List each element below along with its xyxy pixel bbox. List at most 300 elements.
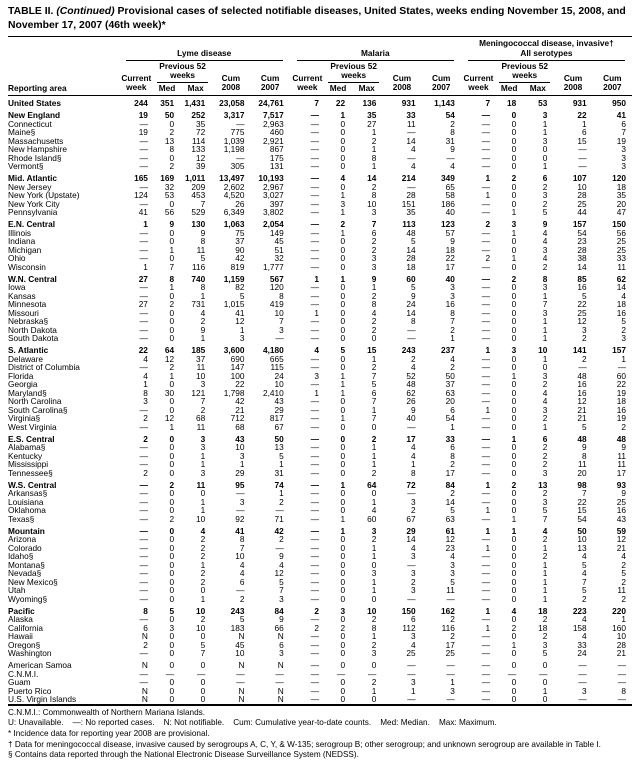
cell-value: 2 xyxy=(621,576,626,587)
cell-value: 186 xyxy=(441,198,455,209)
cell-value: 867 xyxy=(269,144,284,155)
cell-value: 0 xyxy=(340,614,346,625)
cell-value: 931 xyxy=(401,98,416,109)
cell-value: 8 xyxy=(371,190,377,201)
cell-value: 21 xyxy=(577,404,587,415)
cell-value: — xyxy=(236,585,245,596)
cell-value: 160 xyxy=(612,622,626,633)
cell-value: — xyxy=(481,685,491,696)
table-row xyxy=(8,208,632,217)
cell-value: — xyxy=(310,324,319,335)
cell-value: — xyxy=(481,244,491,255)
cell-value: 2 xyxy=(582,593,587,604)
cell-value: 1 xyxy=(542,161,548,172)
table-row xyxy=(8,569,632,578)
cell-value: 18 xyxy=(406,261,416,272)
table-row xyxy=(8,535,632,544)
cell-value: 209 xyxy=(191,181,206,192)
cell-value: 63 xyxy=(445,387,455,398)
cell-value: 4 xyxy=(239,559,245,570)
table-row xyxy=(8,477,632,489)
col-header-med: Med xyxy=(158,82,176,93)
cell-value: 1 xyxy=(485,479,491,490)
cell-value: 1 xyxy=(542,576,548,587)
cell-value: — xyxy=(310,433,319,444)
cell-value: 0 xyxy=(169,450,175,461)
cell-value: — xyxy=(310,110,319,121)
cell-value: 165 xyxy=(134,173,148,184)
cell-value: 0 xyxy=(511,559,517,570)
table-row xyxy=(8,552,632,561)
cell-value: — xyxy=(481,513,491,524)
table-row xyxy=(8,423,632,432)
cell-value: 0 xyxy=(511,459,517,470)
cell-value: — xyxy=(336,668,346,679)
cell-value: 9 xyxy=(410,290,416,301)
cell-value: 1 xyxy=(340,387,346,398)
cell-value: — xyxy=(310,316,319,327)
cell-value: 2 xyxy=(371,181,377,192)
cell-value: 3 xyxy=(410,677,416,688)
cell-value: 67 xyxy=(274,421,284,432)
cell-value: — xyxy=(139,290,148,301)
cell-value: 2 xyxy=(169,479,175,490)
cell-value: — xyxy=(139,307,148,318)
table-row xyxy=(8,397,632,406)
cell-value: — xyxy=(481,677,491,688)
cell-value: 114 xyxy=(192,135,206,146)
cell-value: — xyxy=(446,152,455,163)
cell-value: 169 xyxy=(160,173,175,184)
cell-value: 6 xyxy=(371,227,377,238)
cell-value: — xyxy=(310,207,319,218)
cell-value: 68 xyxy=(196,413,206,424)
cell-value: 2 xyxy=(621,324,626,335)
cell-value: 8 xyxy=(450,450,455,461)
col-header-previous-52-weeks: Previous 52 weeks xyxy=(325,61,382,83)
cell-value: 0 xyxy=(511,614,517,625)
cell-value: 2 xyxy=(371,677,377,688)
cell-value: 60 xyxy=(616,370,626,381)
cell-value: 5 xyxy=(621,316,626,327)
row-area-label: Nebraska§ xyxy=(8,316,49,327)
cell-value: — xyxy=(236,668,245,679)
cell-value: 1 xyxy=(542,421,548,432)
cell-value: 0 xyxy=(511,648,517,659)
table-row xyxy=(8,649,632,658)
cell-value: — xyxy=(139,568,148,579)
cell-value: — xyxy=(481,551,491,562)
cell-value: 0 xyxy=(371,488,377,499)
cell-value: 157 xyxy=(612,345,626,356)
cell-value: 22 xyxy=(445,253,455,264)
cell-value: — xyxy=(481,110,491,121)
cell-value: 123 xyxy=(441,219,455,230)
cell-value: 0 xyxy=(340,450,346,461)
cell-value: N xyxy=(277,685,284,696)
cell-value: 35 xyxy=(367,110,377,121)
cell-value: 147 xyxy=(230,362,245,373)
cell-value: 10 xyxy=(367,198,377,209)
cell-value: 50 xyxy=(274,433,284,444)
cell-value: 18 xyxy=(616,396,626,407)
cell-value: — xyxy=(139,144,148,155)
cell-value: 95 xyxy=(235,479,245,490)
cell-value: 0 xyxy=(340,568,346,579)
table-row xyxy=(8,217,632,229)
cell-value: — xyxy=(310,127,319,138)
cell-value: — xyxy=(310,631,319,642)
cell-value: — xyxy=(481,421,491,432)
cell-value: 12 xyxy=(164,353,175,364)
col-header-current-week: Current week xyxy=(463,73,494,93)
cell-value: 1 xyxy=(511,525,517,536)
cell-value: 0 xyxy=(511,362,517,373)
cell-value: 5 xyxy=(582,290,587,301)
cell-value: — xyxy=(310,593,319,604)
cell-value: 2 xyxy=(542,379,548,390)
col-header-med: Med xyxy=(329,82,347,93)
cell-value: 7 xyxy=(542,513,548,524)
cell-value: 0 xyxy=(340,631,346,642)
cell-value: 158 xyxy=(572,622,587,633)
cell-value: 133 xyxy=(191,144,206,155)
cell-value: 8 xyxy=(542,273,548,284)
cell-value: 0 xyxy=(340,559,346,570)
cell-value: 3 xyxy=(169,622,175,633)
title-text: Provisional cases of selected notifiable diseases, United States, weeks ending November 15, 2008, and November 17, 2007 (46th week)* xyxy=(8,6,626,31)
cell-value: 2 xyxy=(200,614,206,625)
cell-value: 8 xyxy=(169,144,175,155)
cell-value: 60 xyxy=(406,273,416,284)
cell-value: 0 xyxy=(169,467,175,478)
cell-value: 0 xyxy=(340,396,346,407)
cell-value: 40 xyxy=(406,413,416,424)
cell-value: 0 xyxy=(169,639,175,650)
cell-value: 0 xyxy=(169,685,175,696)
cell-value: — xyxy=(139,479,148,490)
group-header-meningococcal xyxy=(461,37,632,61)
col-header-previous-52-weeks: Previous 52 weeks xyxy=(154,61,211,83)
cell-value: 1 xyxy=(340,273,346,284)
cell-value: — xyxy=(236,488,245,499)
cell-value: 3 xyxy=(582,324,587,335)
cell-value: 0 xyxy=(511,127,517,138)
cell-value: 5 xyxy=(621,568,626,579)
cell-value: 5 xyxy=(340,345,346,356)
cell-value: 175 xyxy=(269,152,284,163)
cell-value: — xyxy=(481,299,491,310)
cell-value: 1 xyxy=(371,631,377,642)
cell-value: — xyxy=(617,677,626,688)
cell-value: 11 xyxy=(617,459,626,470)
cell-value: 0 xyxy=(511,333,517,344)
cell-value: 56 xyxy=(616,227,626,238)
cell-value: 11 xyxy=(446,585,455,596)
cell-value: — xyxy=(310,467,319,478)
cell-value: 4 xyxy=(450,551,455,562)
cell-value: 7 xyxy=(582,576,587,587)
cell-value: — xyxy=(446,694,455,705)
cell-value: 24 xyxy=(577,648,587,659)
cell-value: 3 xyxy=(371,207,377,218)
cell-value: — xyxy=(481,181,491,192)
cell-value: 8 xyxy=(621,685,626,696)
cell-value: 0 xyxy=(340,135,346,146)
cell-value: 33 xyxy=(616,253,626,264)
cell-value: 64 xyxy=(164,345,175,356)
cell-value: 25 xyxy=(445,648,455,659)
cell-value: 29 xyxy=(235,467,245,478)
cell-value: — xyxy=(407,421,416,432)
cell-value: 0 xyxy=(371,660,377,671)
cell-value: 2 xyxy=(485,219,491,230)
cell-value: — xyxy=(578,362,587,373)
cell-value: 52 xyxy=(406,370,416,381)
cell-value: 3 xyxy=(450,282,455,293)
notifiable-diseases-table xyxy=(8,36,632,706)
cell-value: 0 xyxy=(169,152,175,163)
cell-value: 0 xyxy=(511,505,517,516)
cell-value: 43 xyxy=(616,513,626,524)
cell-value: 10 xyxy=(196,622,206,633)
row-area-label: Missouri xyxy=(8,307,39,318)
row-area-label: Kentucky xyxy=(8,450,43,461)
cell-value: N xyxy=(238,694,245,705)
cell-value: 120 xyxy=(269,282,284,293)
cell-value: 3,802 xyxy=(263,207,284,218)
cell-value: 2 xyxy=(542,413,548,424)
cell-value: 665 xyxy=(269,353,284,364)
cell-value: 19 xyxy=(138,127,148,138)
cell-value: 54 xyxy=(577,227,587,238)
cell-value: 50 xyxy=(577,525,587,536)
cell-value: 2,967 xyxy=(263,181,284,192)
cell-value: 0 xyxy=(340,442,346,453)
cell-value: 244 xyxy=(134,98,148,109)
cell-value: 13 xyxy=(274,442,284,453)
cell-value: 8 xyxy=(239,534,245,545)
cell-value: N xyxy=(277,660,284,671)
cell-value: 2 xyxy=(200,534,206,545)
row-area-label: Kansas xyxy=(8,290,36,301)
row-area-label: E.S. Central xyxy=(8,433,55,444)
row-area-label: American Samoa xyxy=(8,660,72,671)
cell-value: 2 xyxy=(200,551,206,562)
cell-value: 1 xyxy=(371,585,377,596)
cell-value: 18 xyxy=(616,181,626,192)
cell-value: 1 xyxy=(410,685,416,696)
cell-value: — xyxy=(617,660,626,671)
table-row xyxy=(8,128,632,137)
cell-value: — xyxy=(310,668,319,679)
table-row xyxy=(8,145,632,154)
cell-value: — xyxy=(275,333,284,344)
cell-value: — xyxy=(310,118,319,129)
cell-value: 16 xyxy=(616,404,626,415)
cell-value: 3 xyxy=(542,190,548,201)
cell-value: 59 xyxy=(616,525,626,536)
col-header-cum-2007: Cum 2007 xyxy=(431,73,451,93)
cell-value: 2 xyxy=(200,316,206,327)
cell-value: 3 xyxy=(542,244,548,255)
cell-value: 9 xyxy=(200,227,206,238)
cell-value: 26 xyxy=(406,396,416,407)
table-row xyxy=(8,191,632,200)
row-area-label: Arizona xyxy=(8,534,37,545)
cell-value: 5 xyxy=(239,290,245,301)
cell-value: — xyxy=(310,135,319,146)
row-area-label: Virginia§ xyxy=(8,413,41,424)
table-row xyxy=(8,237,632,246)
cell-value: 2 xyxy=(340,622,346,633)
cell-value: — xyxy=(446,668,455,679)
cell-value: 6 xyxy=(371,387,377,398)
cell-value: 3 xyxy=(143,396,148,407)
cell-value: 107 xyxy=(572,173,587,184)
cell-value: 151 xyxy=(401,198,416,209)
table-row xyxy=(8,263,632,272)
cell-value: 2 xyxy=(169,513,175,524)
cell-value: 53 xyxy=(164,190,175,201)
cell-value: — xyxy=(481,694,491,705)
cell-value: 19 xyxy=(616,135,626,146)
row-area-label: North Dakota xyxy=(8,324,57,335)
cell-value: 2 xyxy=(143,433,148,444)
cell-value: 3 xyxy=(542,135,548,146)
cell-value: 1 xyxy=(340,379,346,390)
cell-value: 2 xyxy=(485,253,491,264)
cell-value: 41 xyxy=(235,307,245,318)
cell-value: 950 xyxy=(612,98,626,109)
cell-value: — xyxy=(407,127,416,138)
cell-value: 10 xyxy=(196,370,206,381)
row-area-label: Mountain xyxy=(8,525,45,536)
cell-value: 2 xyxy=(169,161,175,172)
cell-value: 10 xyxy=(235,551,245,562)
cell-value: 10 xyxy=(274,307,284,318)
cell-value: 54 xyxy=(445,413,455,424)
cell-value: 84 xyxy=(274,605,284,616)
cell-value: 819 xyxy=(230,261,245,272)
cell-value: 0 xyxy=(511,316,517,327)
cell-value: 3 xyxy=(410,496,416,507)
cell-value: 1,798 xyxy=(223,387,245,398)
cell-value: 2 xyxy=(371,534,377,545)
row-area-label: Wyoming§ xyxy=(8,593,48,604)
cell-value: 4 xyxy=(314,345,319,356)
cell-value: — xyxy=(407,694,416,705)
cell-value: 2 xyxy=(621,593,626,604)
cell-value: 4 xyxy=(582,614,587,625)
cell-value: 0 xyxy=(169,198,175,209)
cell-value: 0 xyxy=(511,110,517,121)
cell-value: — xyxy=(481,307,491,318)
cell-value: 1 xyxy=(371,144,377,155)
cell-value: N xyxy=(277,694,284,705)
cell-value: 27 xyxy=(367,118,377,129)
cell-value: 0 xyxy=(511,282,517,293)
cell-value: 0 xyxy=(371,559,377,570)
cell-value: 4 xyxy=(542,396,548,407)
cell-value: 2 xyxy=(542,261,548,272)
cell-value: 1 xyxy=(340,413,346,424)
cell-value: — xyxy=(481,442,491,453)
table-row xyxy=(8,380,632,389)
cell-value: 150 xyxy=(612,219,626,230)
cell-value: 16 xyxy=(616,505,626,516)
row-area-label: Maine§ xyxy=(8,127,36,138)
row-area-label: West Virginia xyxy=(8,421,57,432)
cell-value: 1 xyxy=(621,614,626,625)
cell-value: — xyxy=(310,253,319,264)
cell-value: — xyxy=(139,135,148,146)
row-area-label: Montana§ xyxy=(8,559,45,570)
cell-value: 8 xyxy=(371,152,377,163)
cell-value: — xyxy=(275,668,284,679)
cell-value: 2 xyxy=(314,622,319,633)
cell-value: 0 xyxy=(511,190,517,201)
row-area-label: Utah xyxy=(8,585,26,596)
row-area-label: Nevada§ xyxy=(8,568,42,579)
cell-value: 19 xyxy=(616,413,626,424)
cell-value: 10 xyxy=(616,631,626,642)
cell-value: 2,602 xyxy=(223,181,245,192)
cell-value: 2 xyxy=(143,467,148,478)
table-row xyxy=(8,283,632,292)
cell-value: 1 xyxy=(340,227,346,238)
row-area-label: Tennessee§ xyxy=(8,467,53,478)
cell-value: 0 xyxy=(371,421,377,432)
row-area-label: New Jersey xyxy=(8,181,52,192)
row-area-label: Guam xyxy=(8,677,31,688)
cell-value: 2 xyxy=(450,362,455,373)
cell-value: 1 xyxy=(542,127,548,138)
cell-value: 4 xyxy=(542,525,548,536)
row-area-label: New England xyxy=(8,110,61,121)
cell-value: 0 xyxy=(169,379,175,390)
cell-value: 7 xyxy=(371,370,377,381)
cell-value: 0 xyxy=(169,324,175,335)
cell-value: N xyxy=(141,631,148,642)
row-area-label: Mississippi xyxy=(8,459,49,470)
cell-value: — xyxy=(481,290,491,301)
cell-value: 3,600 xyxy=(223,345,245,356)
cell-value: 2 xyxy=(239,593,245,604)
cell-value: 0 xyxy=(169,576,175,587)
cell-value: — xyxy=(481,576,491,587)
cell-value: 112 xyxy=(402,622,416,633)
cell-value: — xyxy=(310,236,319,247)
cell-value: 1 xyxy=(279,459,284,470)
table-row xyxy=(8,624,632,633)
cell-value: 0 xyxy=(511,290,517,301)
cell-value: 529 xyxy=(191,207,206,218)
cell-value: 1,777 xyxy=(263,261,284,272)
cell-value: — xyxy=(139,576,148,587)
cell-value: 6,349 xyxy=(223,207,245,218)
cell-value: 0 xyxy=(200,677,206,688)
cell-value: 42 xyxy=(274,525,284,536)
cell-value: 2 xyxy=(371,433,377,444)
cell-value: 0 xyxy=(169,433,175,444)
cell-value: 0 xyxy=(169,307,175,318)
row-area-label: North Carolina xyxy=(8,396,62,407)
cell-value: — xyxy=(139,227,148,238)
cell-value: — xyxy=(139,525,148,536)
cell-value: 5 xyxy=(200,253,206,264)
cell-value: 3 xyxy=(410,631,416,642)
